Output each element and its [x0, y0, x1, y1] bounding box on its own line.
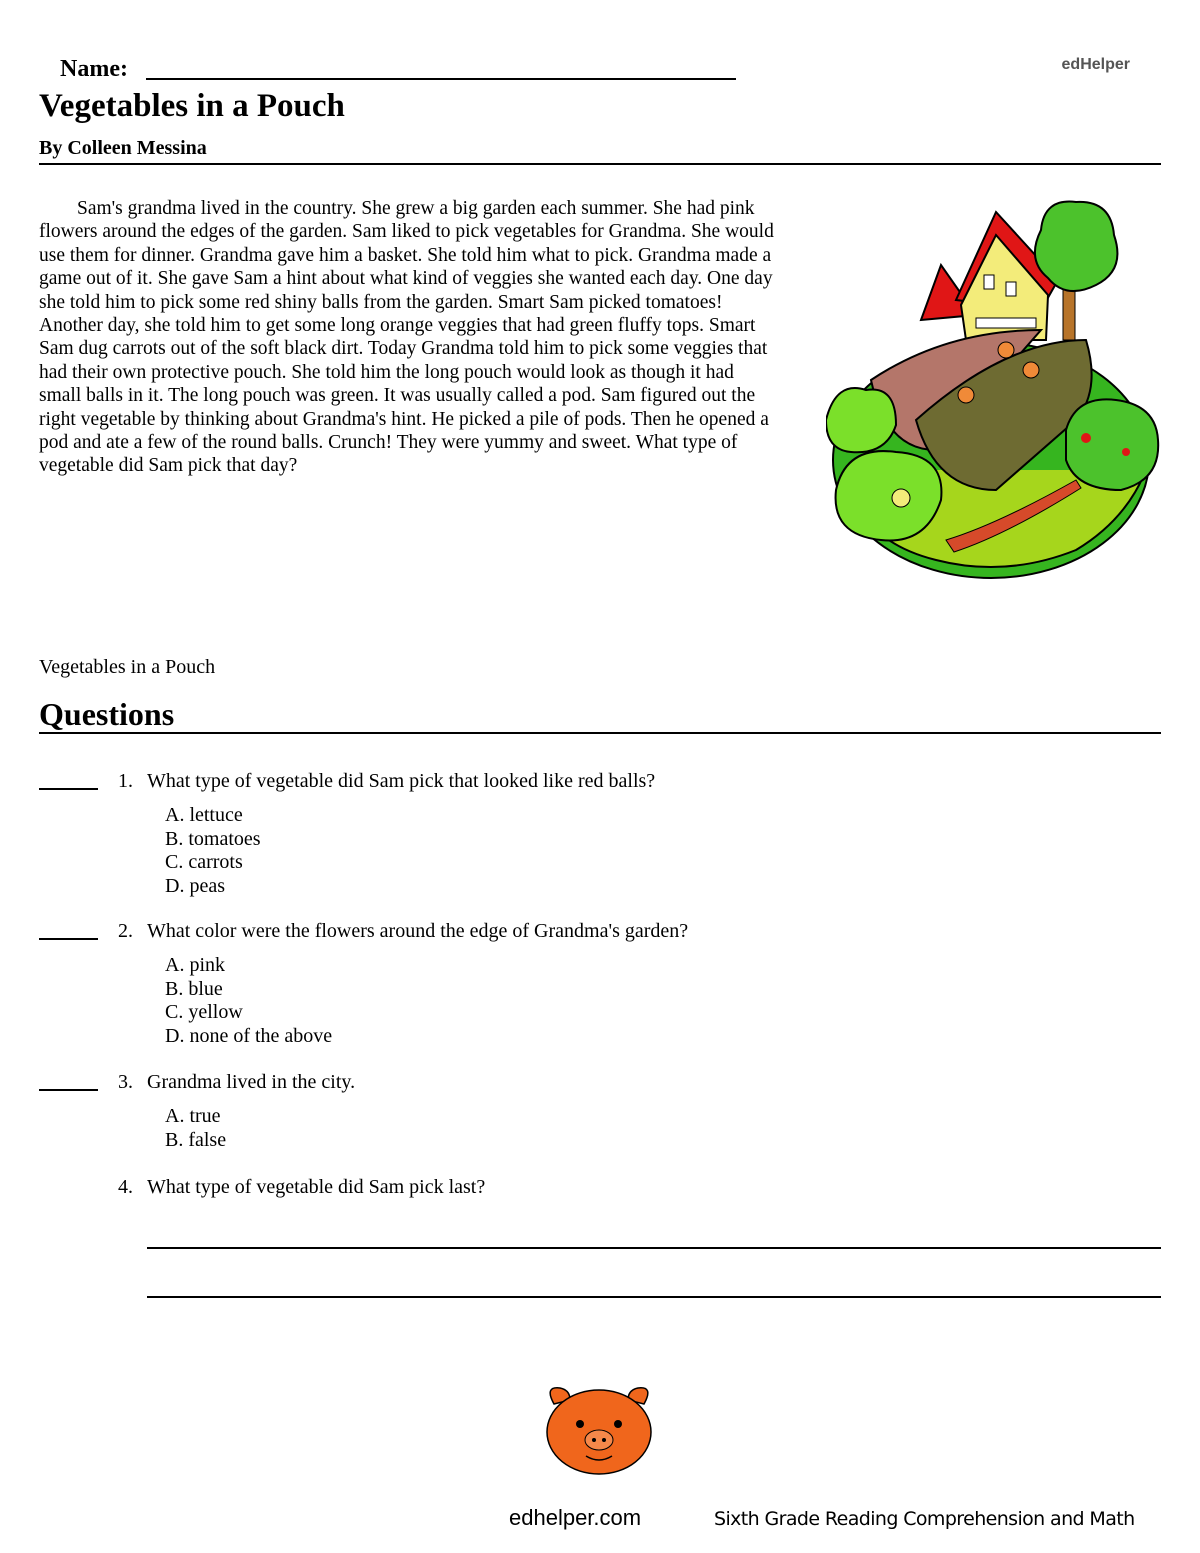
brand-label: edHelper: [1061, 56, 1130, 73]
footer-grade: Sixth Grade Reading Comprehension and Math: [714, 1508, 1135, 1530]
farmhouse-garden-illustration: [826, 190, 1166, 590]
option-c[interactable]: C. carrots: [165, 851, 243, 873]
option-b[interactable]: B. tomatoes: [165, 827, 261, 850]
name-input-line[interactable]: [146, 78, 736, 80]
question-text: What color were the flowers around the edge of Grandma's garden?: [147, 920, 689, 942]
option-list: [165, 804, 261, 898]
option-a[interactable]: A. lettuce: [165, 804, 243, 826]
story-title: Vegetables in a Pouch: [39, 88, 345, 124]
question-number: 4.: [118, 1176, 133, 1198]
name-label: Name:: [60, 56, 128, 82]
question-number: 1.: [118, 770, 133, 792]
option-a[interactable]: A. pink: [165, 954, 225, 976]
option-b[interactable]: B. blue: [165, 977, 223, 1000]
option-list: [165, 954, 332, 1048]
answer-blank[interactable]: [39, 788, 98, 790]
option-d[interactable]: D. none of the above: [165, 1024, 333, 1047]
question-number: 3.: [118, 1071, 133, 1093]
questions-heading: Questions: [39, 696, 175, 732]
question-text: What type of vegetable did Sam pick last?: [147, 1176, 486, 1198]
answer-blank[interactable]: [39, 1089, 98, 1091]
answer-blank[interactable]: [39, 938, 98, 940]
option-c[interactable]: C. yellow: [165, 1001, 243, 1023]
written-answer-line[interactable]: [147, 1247, 1161, 1249]
footer-site: edhelper.com: [509, 1505, 642, 1530]
header-divider: [39, 163, 1161, 165]
story-body: Sam's grandma lived in the country. She grew a big garden each summer. She had pink flowers around the edges of the garden. Sam liked to pick vegetables for Grandma. She would use them for dinner. Grandma gave him a basket. She told him what to pick. Grandma made a game out of it. She gave Sam a hint about what kind of veggies she wanted each day. One day she told him to pick some red shiny balls from the garden. Smart Sam picked tomatoes! Another day, she told him to get some long orange veggies that had green fluffy tops. Smart Sam dug carrots out of the soft black dirt. Today Grandma told him to pick some veggies that had their own protective pouch. She told him the long pouch would look as though it had small balls in it. The long pouch was green. It was usually called a pod. Sam figured out the right vegetable by thinking about Grandma's hint. He picked a pile of pods. Then he opened a pod and ate a few of the round balls. Crunch! They were yummy and sweet. What type of vegetable did Sam pick that day?: [39, 198, 774, 477]
question-text: What type of vegetable did Sam pick that looked like red balls?: [147, 770, 656, 792]
option-list: [165, 1105, 226, 1152]
written-answer-line[interactable]: [147, 1296, 1161, 1298]
questions-divider: [39, 732, 1161, 734]
option-b[interactable]: B. false: [165, 1128, 227, 1151]
option-a[interactable]: A. true: [165, 1105, 221, 1127]
question-number: 2.: [118, 920, 133, 942]
repeat-title: Vegetables in a Pouch: [39, 656, 216, 678]
option-d[interactable]: D. peas: [165, 874, 225, 897]
story-byline: By Colleen Messina: [39, 137, 207, 159]
question-text: Grandma lived in the city.: [147, 1071, 356, 1093]
pig-mascot-icon: [540, 1380, 658, 1478]
